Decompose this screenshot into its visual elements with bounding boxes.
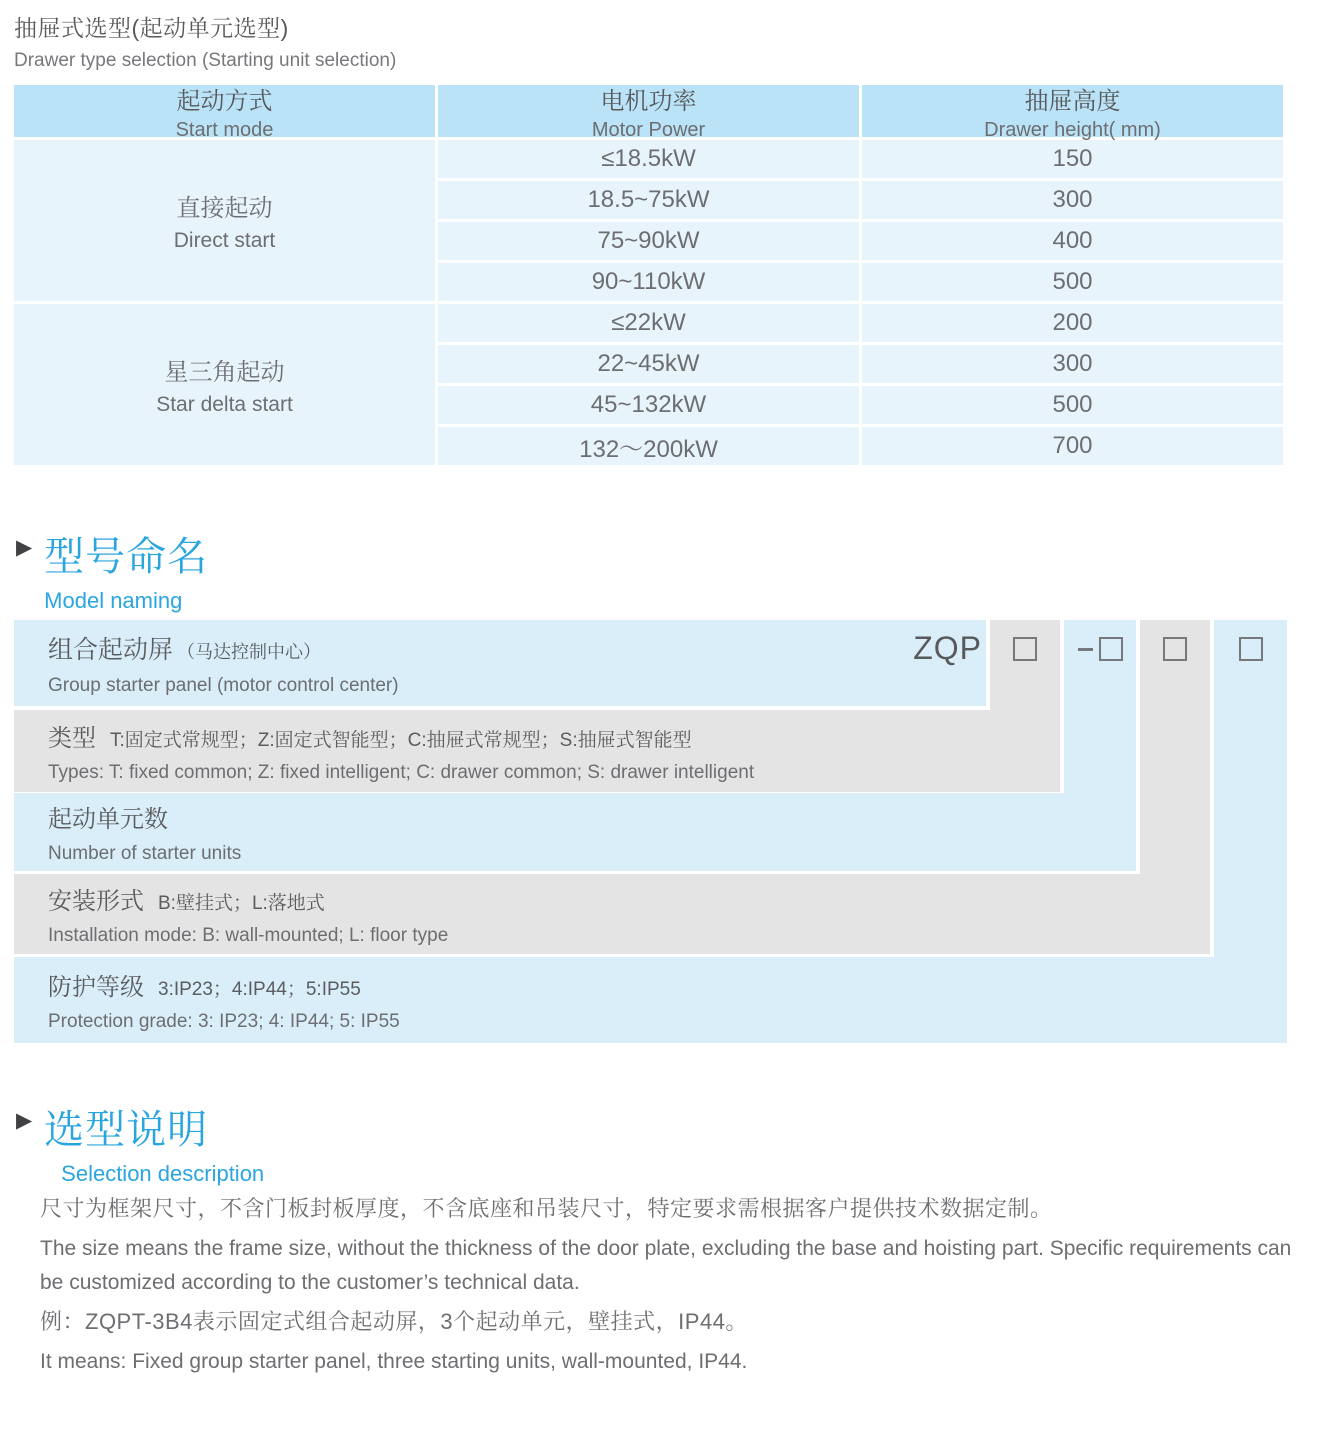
model-row-en: Types: T: fixed common; Z: fixed intelligent; C: drawer common; S: drawer intelligent <box>48 762 755 783</box>
drawer-height-cell: 300 <box>862 345 1283 383</box>
drawer-height-cell: 500 <box>862 386 1283 424</box>
model-row-cn <box>48 718 1060 753</box>
model-row-cn-rest: 3:IP23；4:IP44；5:IP55 <box>158 979 361 1000</box>
section-arrow-icon: ▶ <box>16 536 33 559</box>
drawer-height-cell: 500 <box>862 263 1283 301</box>
model-code-box-icon <box>1239 637 1263 661</box>
section-title-en: Selection description <box>61 1161 265 1186</box>
start-mode-cn: 星三角起动 <box>164 359 285 386</box>
drawer-height-cell: 700 <box>862 427 1283 465</box>
description-paragraph-cn: 尺寸为框架尺寸，不含门板封板厚度，不含底座和吊装尺寸，特定要求需根据客户提供技术数据定制。 <box>40 1196 1053 1221</box>
motor-power-cell: 45~132kW <box>438 386 859 424</box>
model-row-cn-lead: 类型 <box>48 725 96 752</box>
section-title-en: Model naming <box>44 588 183 613</box>
column-header-drawer-height <box>862 85 1283 141</box>
model-code-column-units <box>1064 620 1136 871</box>
drawer-selection-table <box>14 85 1283 465</box>
column-header-motor-power <box>438 85 859 141</box>
model-row-protection-grade <box>14 957 1287 1043</box>
start-mode-cell-star-delta-start <box>14 304 435 465</box>
model-row-en: Installation mode: B: wall-mounted; L: floor type <box>48 925 449 946</box>
dash-icon <box>1078 648 1093 651</box>
model-row-cn-rest: B:壁挂式；L:落地式 <box>158 893 325 914</box>
document-title <box>14 10 396 72</box>
model-code-box-icon <box>1163 637 1187 661</box>
model-row-starter-units <box>14 793 1136 871</box>
column-header-en: Motor Power <box>591 118 706 141</box>
section-title-cn: 型号命名 <box>44 535 209 579</box>
motor-power-cell: ≤22kW <box>438 304 859 342</box>
column-header-en: Drawer height( mm) <box>984 118 1161 141</box>
model-row-cn-rest: （马达控制中心） <box>177 641 322 662</box>
model-row-cn <box>48 881 1210 916</box>
column-header-cn: 起动方式 <box>176 87 273 115</box>
model-row-en: Protection grade: 3: IP23; 4: IP44; 5: IP55 <box>48 1011 400 1032</box>
motor-power-cell: 22~45kW <box>438 345 859 383</box>
column-header-en: Start mode <box>175 118 274 141</box>
example-paragraph-cn: 例：ZQPT-3B4表示固定式组合起动屏，3个起动单元，壁挂式，IP44。 <box>40 1309 748 1334</box>
model-code-box-icon <box>1099 637 1123 661</box>
start-mode-en: Direct start <box>173 229 276 252</box>
example-paragraph-en: It means: Fixed group starter panel, three starting units, wall-mounted, IP44. <box>40 1350 748 1373</box>
model-code-column-type <box>990 620 1060 792</box>
model-row-cn-lead: 防护等级 <box>48 974 144 1001</box>
document-title-cn: 抽屉式选型(起动单元选型) <box>14 15 289 41</box>
model-row-cn <box>48 630 986 666</box>
model-row-cn-lead: 安装形式 <box>48 888 144 915</box>
column-header-cn: 电机功率 <box>600 87 697 115</box>
motor-power-cell: 90~110kW <box>438 263 859 301</box>
start-mode-cn: 直接起动 <box>176 195 273 222</box>
section-arrow-icon: ▶ <box>16 1109 33 1132</box>
dash-and-box <box>1078 637 1123 661</box>
model-row-en: Group starter panel (motor control center) <box>48 674 399 696</box>
drawer-height-cell: 400 <box>862 222 1283 260</box>
model-row-types <box>14 710 1060 792</box>
model-row-en: Number of starter units <box>48 843 242 864</box>
model-code-column-installation <box>1140 620 1210 954</box>
drawer-height-cell: 150 <box>862 140 1283 178</box>
model-row-cn-rest: T:固定式常规型；Z:固定式智能型；C:抽屉式常规型；S:抽屉式智能型 <box>110 730 692 751</box>
model-row-group-starter-panel <box>14 620 986 706</box>
model-code-box-icon <box>1013 637 1037 661</box>
model-row-cn <box>48 967 1287 1002</box>
document-title-en: Drawer type selection (Starting unit selection) <box>14 50 397 71</box>
start-mode-cell-direct-start <box>14 140 435 301</box>
section-title-cn: 选型说明 <box>44 1108 209 1152</box>
model-row-installation-mode <box>14 874 1210 954</box>
motor-power-cell: 75~90kW <box>438 222 859 260</box>
model-code-prefix: ZQP <box>913 630 982 666</box>
model-row-cn <box>48 799 1136 834</box>
model-row-cn-lead: 组合起动屏 <box>48 635 174 664</box>
drawer-height-cell: 300 <box>862 181 1283 219</box>
motor-power-cell: 132～200kW <box>438 427 859 465</box>
description-paragraph-en: The size means the frame size, without the thickness of the door plate, excluding the base and hoisting part. Specific requirements can be customized according to the customer’s technical data. <box>40 1237 1292 1294</box>
column-header-cn: 抽屉高度 <box>1024 87 1121 115</box>
motor-power-cell: 18.5~75kW <box>438 181 859 219</box>
selection-description-text <box>40 1192 1292 1384</box>
start-mode-en: Star delta start <box>156 393 293 416</box>
column-header-start-mode <box>14 85 435 141</box>
model-naming-diagram <box>14 618 1287 1043</box>
drawer-height-cell: 200 <box>862 304 1283 342</box>
model-row-cn-lead: 起动单元数 <box>48 806 168 833</box>
section-heading-model-naming <box>16 525 208 614</box>
motor-power-cell: ≤18.5kW <box>438 140 859 178</box>
section-heading-selection-description <box>16 1098 264 1187</box>
model-code-column-protection <box>1214 620 1287 1043</box>
